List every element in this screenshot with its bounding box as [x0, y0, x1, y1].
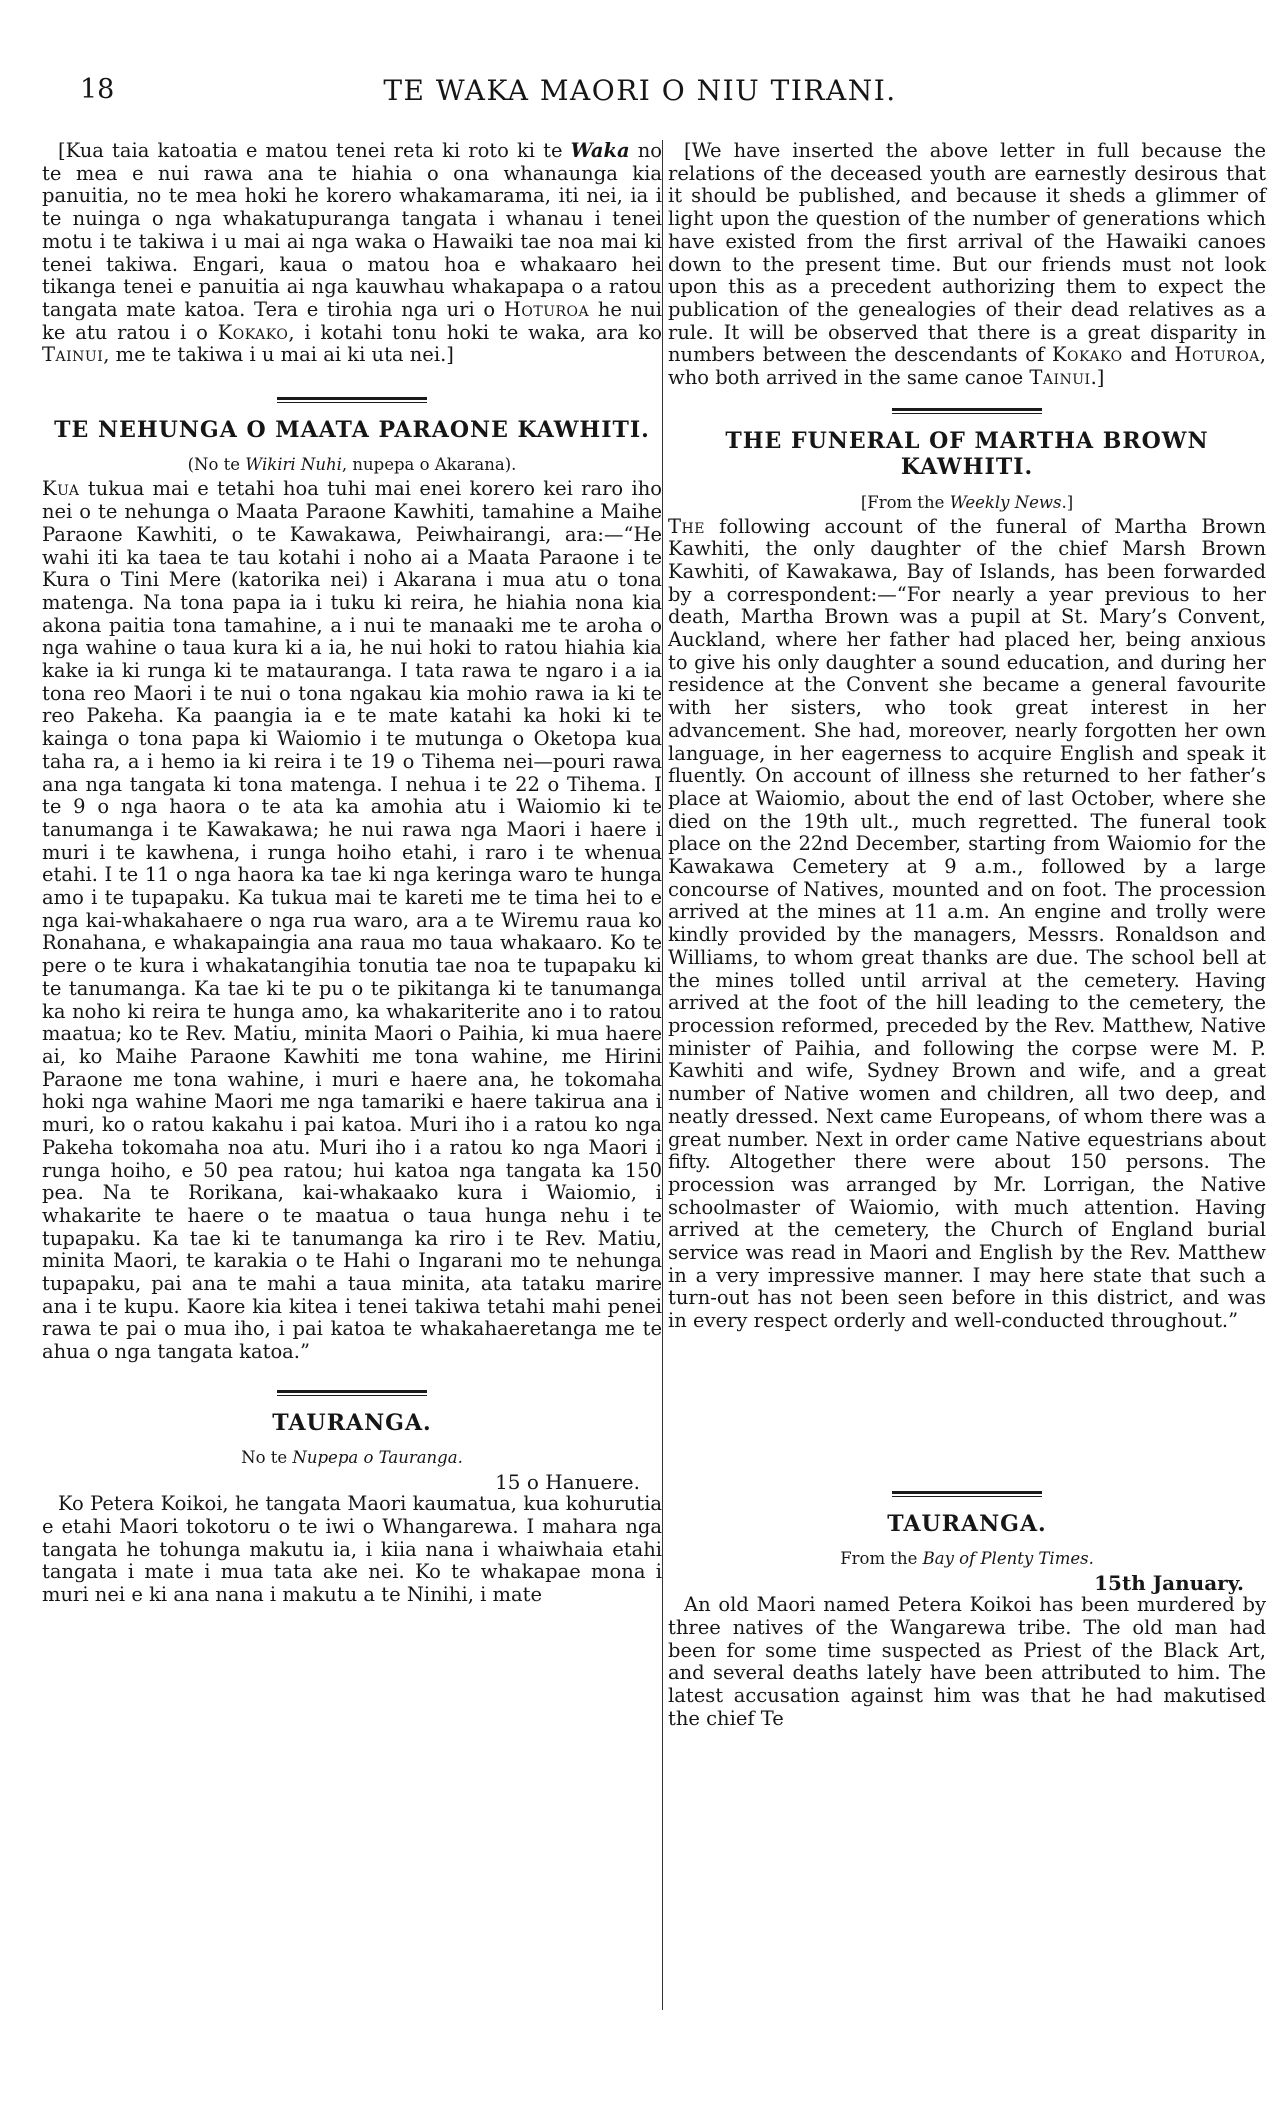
article-title-funeral: THE FUNERAL OF MARTHA BROWN KAWHITI. — [725, 427, 1209, 481]
section-rule — [892, 1491, 1042, 1497]
right-column — [668, 140, 1266, 1730]
column-divider — [662, 140, 663, 2010]
article-body-nehunga: Kua tukua mai e tetahi hoa tuhi mai enei korero kei raro iho nei o te nehunga o Maata Paraone Kawhiti, tamahine a Maihe Paraone Kawhiti, o te Kawakawa, Peiwhairangi, ara:—“He wahi iti ka taea te tau kotahi i noho ai a Maata Paraone i te Kura o Tini Mere (katorika nei) i Akarana i mua atu o tona matenga. Na tona papa ia i tuku ki reira, he hiahia nona kia akona paitia tona tamahine, a i nui te manaaki me te aroha o nga wahine o taua kura ki a ia, he nui hoki to ratou hiahia kia kake ia ki runga ki te matauranga. I tata rawa te ngaro i a ia tona reo Maori i te nui o tona ngakau kia mohio rawa ia ki te reo Pakeha. Ka paangia ia e te mate katahi ka hoki ki te kainga o tona papa ki Waiomio i te mutunga o Oketopa kua taha ra, a i hemo ia ki reira i te 19 o Tihema nei—pouri rawa ana nga tangata ki tona matenga. I nehua i te 22 o Tihema. I te 9 o nga haora o te ata ka amohia atu i Waiomio ki te tanumanga i te Kawakawa; he nui rawa nga Maori i haere i muri i te kawhena, i runga hoiho etahi, i raro i te whenua etahi. I te 11 o nga haora ka tae ki nga keringa waro te hunga amo i te tupapaku. Ka tukua mai te kareti me te tima hei to e nga kai-whakahaere o nga rua waro, ara a te Wiremu raua ko Ronahana, e whakapaingia ana raua mo taua whakaaro. Ko te pere o te kura i whakatangihia tonutia tae noa te tupapaku ki te tanumanga. Ka tae ki te pu o te pikitanga ki te tanumanga ka noho ki reira te hunga amo, ka whakariterite ano i to ratou maatua; ko te Rev. Matiu, minita Maori o Paihia, ki mua haere ai, ko Maihe Paraone Kawhiti me tona wahine, me Hirini Paraone me tona wahine, i muri e haere ana, he tokomaha hoki nga wahine Maori me nga tamariki e haere takirua ana i muri, ko o ratou kakahu i pai katoa. Muri iho i a ratou ko nga Pakeha tokomaha noa atu. Muri iho i a ratou ko nga Maori i runga hoiho, e 50 pea ratou; hui katoa nga tangata ka 150 pea. Na te Rorikana, kai-whakaako kura i Waiomio, i whakarite te haere o te maatua o taua hunga nehu i te tupapaku. Ka tae ki te tanumanga ka riro i te Rev. Matiu, minita Maori, te karakia o te Hahi o Ingarani mo te nehunga tupapaku, pai ana te mahi a taua minita, ata tataku marire ana i te kupu. Kaore kia kitea i tenei takiwa tetahi mahi penei rawa te pai o mua iho, i pai katoa te whakahaeretanga me te ahua o nga tangata katoa.” — [42, 477, 662, 1364]
column-gap — [668, 1333, 1266, 1465]
article-dateline: 15th January. — [1094, 1571, 1244, 1596]
article-dateline: 15 o Hanuere. — [495, 1470, 640, 1495]
article-body-tauranga: Ko Petera Koikoi, he tangata Maori kaumatua, kua kohurutia e etahi Maori tokotoru o te iwi o Whangarewa. I mahara nga tangata he tohunga makutu ia, i kiia nana i whaiwhaia etahi tangata i mate i mua tata ake nei. Ko te whakapae mona i muri nei e ki ana nana i makutu a te Ninihi, i mate — [42, 1492, 662, 1607]
article-body-funeral: The following account of the funeral of Martha Brown Kawhiti, the only daughter of the chief Marsh Brown Kawhiti, of Kawakawa, Bay of Islands, has been forwarded by a correspondent:—“For nearly a year previous to her death, Martha Brown was a pupil at St. Mary’s Convent, Auckland, where her father had placed her, being anxious to give his only daughter a sound education, and during her residence at the Convent she became a general favourite with her sisters, who took great interest in her advancement. She had, moreover, nearly forgotten her own language, in her eagerness to acquire English and speak it fluently. On account of illness she returned to her father’s place at Waiomio, about the end of last October, where she died on the 19th ult., much regretted. The funeral took place on the 22nd December, starting from Waiomio for the Kawakawa Cemetery at 9 a.m., followed by a large concourse of Natives, mounted and on foot. The procession arrived at the mines at 11 a.m. An engine and trolly were kindly provided by the managers, Messrs. Ronaldson and Williams, to whom great thanks are due. The school bell at the mines tolled until arrival at the cemetery. Having arrived at the foot of the hill leading to the cemetery, the procession reformed, preceded by the Rev. Matthew, Native minister of Paihia, and following the corpse were M. P. Kawhiti and wife, Sydney Brown and wife, and a great number of Native women and children, all two deep, and neatly dressed. Next came Europeans, of whom there was a great number. Next in order came Native equestrians about fifty. Altogether there were about 150 persons. The procession was arranged by Mr. Lorrigan, the Native schoolmaster of Waiomio, with much attention. Having arrived at the cemetery, the Church of England burial service was read in Maori and English by the Rev. Matthew in a very impressive manner. I may here state that such a turn-out has not been seen before in this district, and was in every respect orderly and well-conducted throughout.” — [668, 514, 1266, 1333]
newspaper-title: TE WAKA MAORI O NIU TIRANI. — [383, 74, 897, 107]
masthead — [0, 74, 1280, 114]
section-rule — [892, 408, 1042, 414]
article-source: [From the Weekly News.] — [860, 492, 1074, 512]
section-rule — [277, 397, 427, 403]
section-rule — [277, 1390, 427, 1396]
article-source: No te Nupepa o Tauranga. — [241, 1448, 463, 1468]
article-title-tauranga: TAURANGA. — [272, 1409, 432, 1436]
article-source: From the Bay of Plenty Times. — [840, 1549, 1094, 1569]
article-title-tauranga-en: TAURANGA. — [887, 1510, 1047, 1537]
maori-editorial-note: [Kua taia katoatia e matou tenei reta ki roto ki te Waka no te mea e nui rawa ana te hiahia o ona whanaunga kia panuitia, no te mea hoki he korero whakamarama, iti nei, ia i te nuinga o nga whakatupuranga tangata i whanau i tenei motu i te takiwa i u mai ai nga waka o Hawaiki tae noa mai ki tenei takiwa. Engari, kaua o matou hoa e whakaaro hei tikanga tenei e panuitia ai nga kauwhau whakapapa o a ratou tangata mate katoa. Tera e tirohia nga uri o Hoturoa he nui ke atu ratou i o Kokako, i kotahi tonu hoki te waka, ara ko Tainui, me te takiwa i u mai ai ki uta nei.] — [42, 139, 663, 367]
left-column — [42, 140, 662, 1607]
article-body-tauranga-en: An old Maori named Petera Koikoi has been murdered by three natives of the Wangarewa tribe. The old man had been for some time suspected as Priest of the Black Art, and several deaths lately have been attributed to him. The latest accusation against him was that he had makutised the chief Te — [668, 1593, 1266, 1730]
article-title-nehunga: TE NEHUNGA O MAATA PARAONE KAWHITI. — [54, 417, 650, 444]
page-number: 18 — [80, 74, 115, 105]
english-editorial-note: [We have inserted the above letter in full because the relations of the deceased youth are earnestly desirous that it should be published, and because it sheds a glimmer of light upon the question of the number of generations which have existed from the first arrival of the Hawaiki canoes down to the present time. But our friends must not look upon this as a precedent authorizing them to expect the publication of the genealogies of their dead relatives as a rule. It will be observed that there is a great disparity in numbers between the descendants of Kokako and Hoturoa, who both arrived in the same canoe Tainui.] — [668, 139, 1266, 390]
article-source: (No te Wikiri Nuhi, nupepa o Akarana). — [187, 455, 517, 475]
